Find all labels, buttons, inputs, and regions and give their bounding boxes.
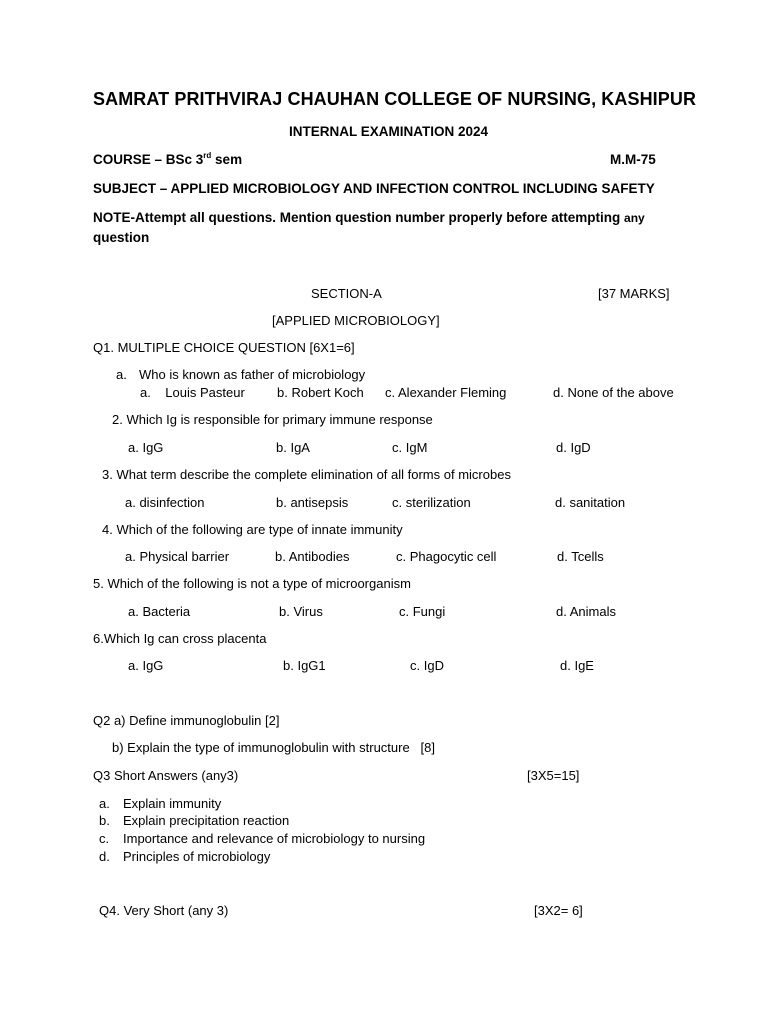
q1-item-6-option-a: a. IgG — [128, 658, 164, 673]
q1-item-3-question: 3. What term describe the complete elimination of all forms of microbes — [102, 467, 511, 482]
max-marks: M.M-75 — [610, 152, 656, 167]
q1-item-5-option-d: d. Animals — [556, 604, 616, 619]
q1-item-2-option-d: d. IgD — [556, 440, 591, 455]
q1-item-2-option-b: b. IgA — [276, 440, 310, 455]
q1-item-5-option-c: c. Fungi — [399, 604, 446, 619]
q3-item-text: Explain immunity — [123, 796, 222, 811]
q1-item-3-option-d: d. sanitation — [555, 495, 626, 510]
q2-part-b: b) Explain the type of immunoglobulin with structure [8] — [112, 740, 435, 755]
note-line — [93, 210, 645, 225]
q3-item-text: Principles of microbiology — [123, 849, 271, 864]
q1-item-4-option-d: d. Tcells — [557, 549, 604, 564]
q3-item-text: Importance and relevance of microbiology to nursing — [123, 831, 426, 846]
q1-item-4-question: 4. Which of the following are type of innate immunity — [102, 522, 403, 537]
q1-item-1-question: Who is known as father of microbiology — [139, 367, 366, 382]
section-marks: [37 MARKS] — [598, 286, 670, 301]
note-line-2: question — [93, 230, 150, 245]
q4-heading: Q4. Very Short (any 3) — [99, 903, 229, 918]
q1-item-5-question: 5. Which of the following is not a type of microorganism — [93, 576, 411, 591]
q1-item-6-option-c: c. IgD — [410, 658, 444, 673]
q1-item-6-option-d: d. IgE — [560, 658, 594, 673]
q3-item-marker: c. — [99, 831, 110, 846]
note-small: any — [624, 211, 645, 225]
q3-item-text: Explain precipitation reaction — [123, 813, 290, 828]
subject-line: SUBJECT – APPLIED MICROBIOLOGY AND INFECTION CONTROL INCLUDING SAFETY — [93, 181, 655, 196]
q1-item-3-option-c: c. sterilization — [392, 495, 471, 510]
q1-item-5-option-a: a. Bacteria — [128, 604, 191, 619]
course-superscript: rd — [203, 151, 212, 160]
course-line — [93, 152, 242, 167]
q1-heading: Q1. MULTIPLE CHOICE QUESTION [6X1=6] — [93, 340, 355, 355]
q1-item-6-option-b: b. IgG1 — [283, 658, 326, 673]
q1-item-1-option-d: d. None of the above — [553, 385, 674, 400]
q1-item-2-option-a: a. IgG — [128, 440, 164, 455]
note-main: NOTE-Attempt all questions. Mention question number properly before attempting — [93, 210, 625, 225]
q1-item-2-question: 2. Which Ig is responsible for primary immune response — [112, 412, 433, 427]
exam-title: INTERNAL EXAMINATION 2024 — [289, 124, 489, 139]
course-suffix: sem — [211, 152, 243, 167]
q1-item-1-number: a. — [116, 367, 127, 382]
course-prefix: COURSE – BSc 3 — [93, 152, 204, 167]
q1-item-4-option-c: c. Phagocytic cell — [396, 549, 497, 564]
q3-heading: Q3 Short Answers (any3) — [93, 768, 239, 783]
q2-part-a: Q2 a) Define immunoglobulin [2] — [93, 713, 280, 728]
q3-item-marker: b. — [99, 813, 110, 828]
q3-item-marker: d. — [99, 849, 110, 864]
q1-item-5-option-b: b. Virus — [279, 604, 323, 619]
q1-item-1-option-c: c. Alexander Fleming — [385, 385, 507, 400]
q3-item-marker: a. — [99, 796, 110, 811]
q1-item-3-option-b: b. antisepsis — [276, 495, 349, 510]
q1-item-4-option-a: a. Physical barrier — [125, 549, 230, 564]
q4-marks: [3X2= 6] — [534, 903, 583, 918]
section-name: SECTION-A — [311, 286, 382, 301]
q1-item-6-question: 6.Which Ig can cross placenta — [93, 631, 267, 646]
college-name: SAMRAT PRITHVIRAJ CHAUHAN COLLEGE OF NURSING, KASHIPUR — [93, 89, 697, 109]
q1-item-3-option-a: a. disinfection — [125, 495, 205, 510]
q1-item-2-option-c: c. IgM — [392, 440, 428, 455]
q1-item-1-option-a: a. Louis Pasteur — [140, 385, 245, 400]
q1-item-1-option-b: b. Robert Koch — [277, 385, 364, 400]
q1-item-4-option-b: b. Antibodies — [275, 549, 350, 564]
q3-marks: [3X5=15] — [527, 768, 580, 783]
section-subtitle: [APPLIED MICROBIOLOGY] — [272, 313, 440, 328]
